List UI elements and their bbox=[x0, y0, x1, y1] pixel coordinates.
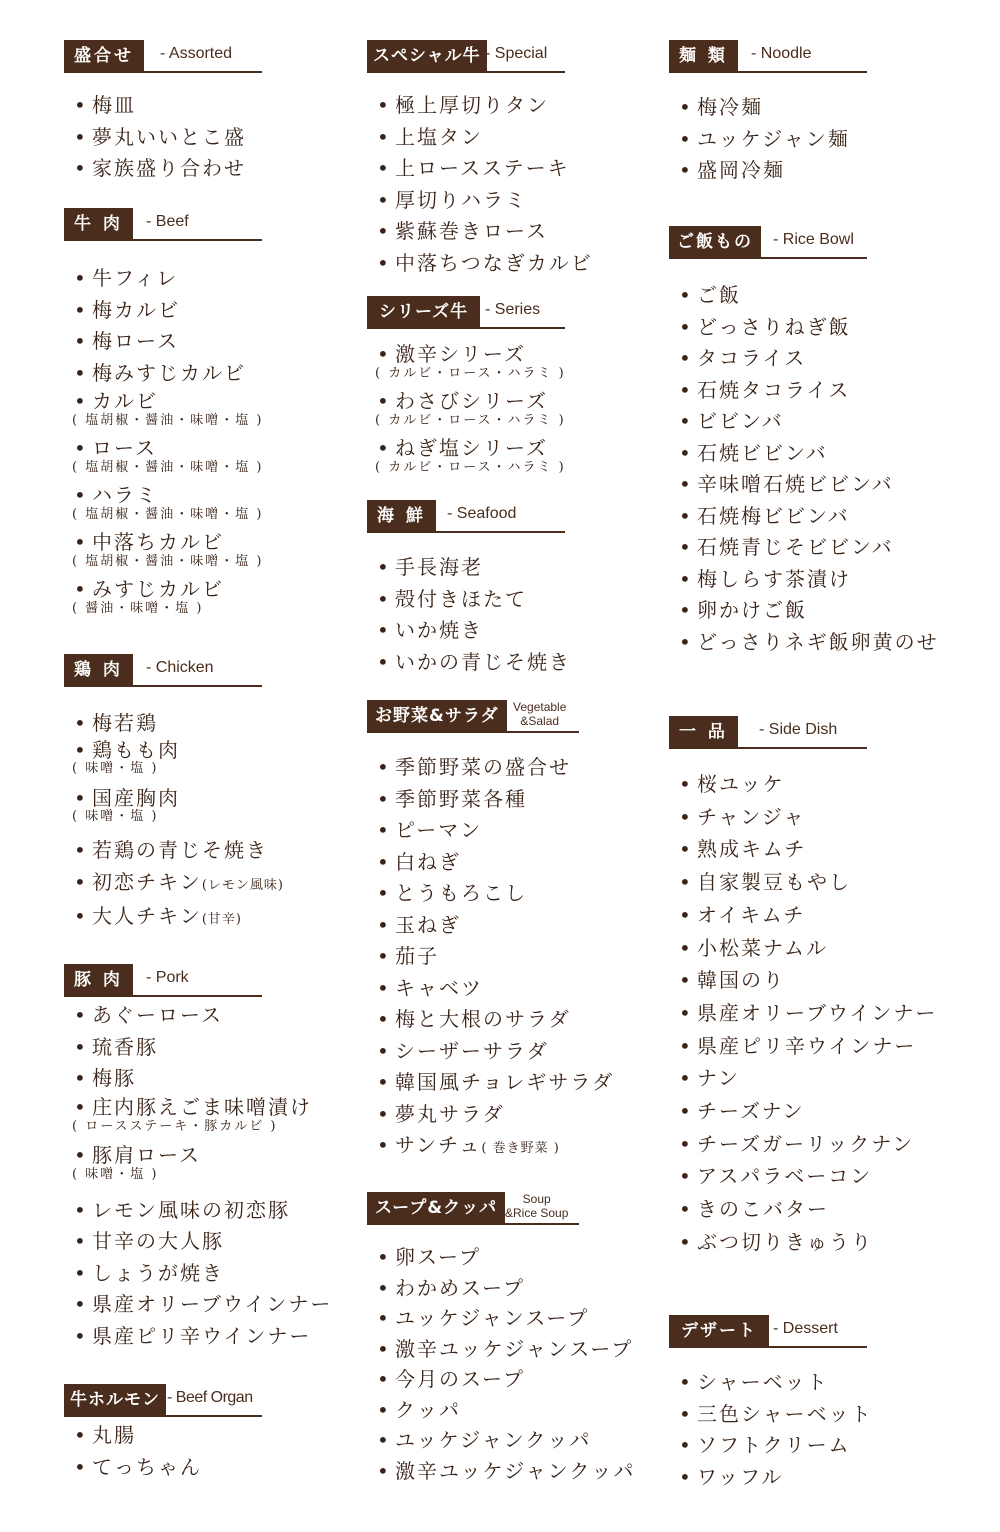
menu-item: • 県産ピリ辛ウインナー bbox=[669, 1030, 969, 1063]
section-title: シリーズ牛 bbox=[367, 296, 480, 328]
menu-item: • 激辛ユッケジャンクッパ bbox=[367, 1456, 667, 1487]
section-title: 海 鮮 bbox=[367, 500, 436, 532]
section-title-en: - Assorted bbox=[160, 45, 233, 62]
menu-item-name: 激辛シリーズ bbox=[395, 342, 526, 366]
menu-item: • オイキムチ bbox=[669, 899, 969, 932]
section-side-dish bbox=[669, 716, 969, 1259]
header-rule bbox=[669, 257, 867, 259]
menu-item-name: ロース bbox=[92, 436, 157, 460]
header-rule bbox=[367, 327, 565, 329]
menu-item: • 石焼梅ビビンバ bbox=[669, 501, 969, 533]
menu-item: • きのこバター bbox=[669, 1193, 969, 1226]
section-header bbox=[64, 40, 264, 74]
menu-item: • 梅ロース bbox=[64, 326, 364, 358]
section-title-en: - Side Dish bbox=[759, 721, 838, 738]
menu-item: • ピーマン bbox=[367, 815, 667, 847]
header-rule bbox=[367, 531, 565, 533]
menu-item: • 石焼タコライス bbox=[669, 375, 969, 407]
menu-item-name: 庄内豚えごま味噌漬け bbox=[92, 1094, 312, 1119]
menu-item-name: サンチュ bbox=[395, 1133, 482, 1157]
section-dessert bbox=[669, 1315, 969, 1493]
section-soup bbox=[367, 1192, 667, 1486]
menu-item-name: 大人チキン bbox=[92, 904, 202, 928]
menu-item: • 丸腸 bbox=[64, 1420, 364, 1452]
menu-item: • 季節野菜各種 bbox=[367, 784, 667, 816]
menu-item: • 県産オリーブウインナー bbox=[669, 997, 969, 1030]
menu-item: • 三色シャーベット bbox=[669, 1399, 969, 1431]
section-beef-organ bbox=[64, 1384, 364, 1483]
menu-item: • ユッケジャン麺 bbox=[669, 124, 969, 156]
section-title-en-line2: &Rice Soup bbox=[505, 1206, 569, 1220]
menu-item: • 県産オリーブウインナー bbox=[64, 1289, 364, 1321]
menu-item: • ソフトクリーム bbox=[669, 1430, 969, 1462]
section-title-en: - Noodle bbox=[751, 45, 812, 62]
menu-item bbox=[64, 1143, 364, 1195]
menu-item: • キャベツ bbox=[367, 973, 667, 1005]
menu-item bbox=[64, 739, 364, 787]
menu-item: • 季節野菜の盛合せ bbox=[367, 752, 667, 784]
header-rule bbox=[64, 685, 262, 687]
menu-item: • ナン bbox=[669, 1062, 969, 1095]
menu-item-note: ( 味噌・塩 ) bbox=[72, 761, 159, 776]
menu-item-note: ( ロースステーキ・豚カルビ ) bbox=[72, 1118, 278, 1134]
header-rule bbox=[669, 747, 867, 749]
menu-item-name: 豚肩ロース bbox=[92, 1142, 201, 1167]
section-title-en: - Series bbox=[485, 301, 541, 318]
menu-item: • どっさりネギ飯卵黄のせ bbox=[669, 627, 969, 659]
section-header bbox=[367, 700, 581, 734]
menu-item: • 梅冷麺 bbox=[669, 92, 969, 124]
menu-item: • 梅みすじカルビ bbox=[64, 358, 364, 390]
menu-item: • チャンジャ bbox=[669, 801, 969, 834]
section-seafood bbox=[367, 500, 667, 678]
menu-item: • 玉ねぎ bbox=[367, 910, 667, 942]
section-noodle bbox=[669, 40, 969, 187]
menu-item-note: (甘辛) bbox=[201, 912, 242, 927]
section-assorted bbox=[64, 40, 364, 185]
menu-item-name: みすじカルビ bbox=[92, 577, 224, 601]
header-rule bbox=[367, 71, 565, 73]
menu-item: • 桜ユッケ bbox=[669, 768, 969, 801]
section-header bbox=[669, 226, 869, 260]
menu-item: • 牛フィレ bbox=[64, 263, 364, 295]
section-header bbox=[367, 500, 567, 534]
section-header bbox=[64, 654, 264, 688]
menu-item bbox=[64, 1095, 364, 1143]
menu-item bbox=[64, 436, 364, 483]
header-rule bbox=[64, 239, 262, 241]
menu-item: • どっさりねぎ飯 bbox=[669, 312, 969, 344]
menu-item: • いか焼き bbox=[367, 615, 667, 647]
section-title-en: - Chicken bbox=[146, 659, 214, 676]
menu-item: • 家族盛り合わせ bbox=[64, 153, 364, 185]
menu-item: • 梅カルビ bbox=[64, 295, 364, 327]
section-beef bbox=[64, 208, 364, 624]
menu-item: • 梅若鶏 bbox=[64, 708, 364, 739]
menu-item: • ビビンバ bbox=[669, 406, 969, 438]
section-header bbox=[64, 208, 264, 242]
menu-item: • 小松菜ナムル bbox=[669, 932, 969, 965]
menu-item: • 極上厚切りタン bbox=[367, 90, 667, 122]
menu-item: • ぶつ切りきゅうり bbox=[669, 1226, 969, 1259]
menu-item-name: 国産胸肉 bbox=[92, 786, 180, 810]
section-title-en: - Rice Bowl bbox=[773, 231, 854, 248]
menu-item bbox=[367, 389, 667, 436]
menu-item: • 盛岡冷麺 bbox=[669, 155, 969, 187]
menu-item-name: わさびシリーズ bbox=[395, 389, 548, 413]
section-title: 鶏 肉 bbox=[64, 654, 133, 686]
menu-item: • 激辛ユッケジャンスープ bbox=[367, 1334, 667, 1365]
section-header bbox=[367, 1192, 581, 1226]
menu-item: • シャーベット bbox=[669, 1367, 969, 1399]
menu-item: • てっちゃん bbox=[64, 1452, 364, 1484]
section-title-en: - Beef Organ bbox=[167, 1389, 253, 1406]
section-title-en-line1: Vegetable bbox=[513, 700, 567, 714]
menu-item: • 紫蘇巻きロース bbox=[367, 216, 667, 248]
menu-item: • 茄子 bbox=[367, 941, 667, 973]
section-title-en bbox=[513, 700, 566, 728]
menu-item: • 卵スープ bbox=[367, 1242, 667, 1273]
menu-item-note: ( 塩胡椒・醤油・味噌・塩 ) bbox=[72, 554, 264, 569]
section-title: 豚 肉 bbox=[64, 964, 133, 996]
section-header bbox=[669, 716, 869, 750]
menu-item: • 中落ちつなぎカルビ bbox=[367, 248, 667, 280]
menu-item: • 甘辛の大人豚 bbox=[64, 1226, 364, 1258]
header-rule bbox=[64, 995, 262, 997]
menu-item: • 石焼ビビンバ bbox=[669, 438, 969, 470]
section-title: 麺 類 bbox=[669, 40, 738, 72]
menu-item: • シーザーサラダ bbox=[367, 1036, 667, 1068]
menu-item: • 梅皿 bbox=[64, 90, 364, 122]
menu-item: • 卵かけご飯 bbox=[669, 595, 969, 627]
menu-item bbox=[64, 787, 364, 835]
menu-item: • 県産ピリ辛ウインナー bbox=[64, 1321, 364, 1353]
header-rule bbox=[669, 71, 867, 73]
section-header bbox=[64, 964, 264, 998]
menu-item: • ユッケジャンクッパ bbox=[367, 1425, 667, 1456]
menu-item bbox=[64, 389, 364, 436]
menu-item: • 辛味噌石焼ビビンバ bbox=[669, 469, 969, 501]
section-title: スペシャル牛 bbox=[367, 40, 487, 72]
menu-item: • タコライス bbox=[669, 343, 969, 375]
section-title-en: - Special bbox=[485, 45, 548, 62]
menu-item-note: ( カルビ・ロース・ハラミ ) bbox=[375, 460, 566, 475]
section-header bbox=[669, 1315, 869, 1349]
menu-item: • 厚切りハラミ bbox=[367, 185, 667, 217]
section-title: ご飯もの bbox=[669, 226, 761, 258]
menu-item-note: ( 巻き野菜 ) bbox=[481, 1141, 560, 1156]
menu-item: • 梅と大根のサラダ bbox=[367, 1004, 667, 1036]
header-rule bbox=[367, 1223, 579, 1225]
menu-item bbox=[64, 483, 364, 530]
menu-item-note: ( 味噌・塩 ) bbox=[72, 809, 159, 824]
menu-item: • アスパラベーコン bbox=[669, 1160, 969, 1193]
section-title: スープ&クッパ bbox=[367, 1192, 505, 1224]
menu-item: • 自家製豆もやし bbox=[669, 866, 969, 899]
section-title: 盛合せ bbox=[64, 40, 144, 72]
menu-item: • 石焼青じそビビンバ bbox=[669, 532, 969, 564]
section-title-en bbox=[505, 1192, 568, 1220]
menu-item: • 白ねぎ bbox=[367, 847, 667, 879]
section-title: お野菜&サラダ bbox=[367, 700, 507, 732]
section-special bbox=[367, 40, 667, 279]
section-pork bbox=[64, 964, 364, 1352]
menu-item: • 韓国風チョレギサラダ bbox=[367, 1067, 667, 1099]
menu-item: • 上ロースステーキ bbox=[367, 153, 667, 185]
menu-item bbox=[64, 577, 364, 624]
section-title-en: - Dessert bbox=[773, 1320, 838, 1337]
menu-item-name: カルビ bbox=[92, 389, 158, 413]
menu-item: • ワッフル bbox=[669, 1462, 969, 1494]
menu-item: • わかめスープ bbox=[367, 1273, 667, 1304]
menu-item: • 琉香豚 bbox=[64, 1032, 364, 1064]
menu-item: • 梅しらす茶漬け bbox=[669, 564, 969, 596]
section-title: 牛ホルモン bbox=[64, 1384, 166, 1416]
section-header bbox=[669, 40, 869, 74]
header-rule bbox=[367, 731, 579, 733]
menu-item: • チーズガーリックナン bbox=[669, 1128, 969, 1161]
menu-item-name: 中落ちカルビ bbox=[92, 530, 224, 554]
menu-item-note: ( 塩胡椒・醤油・味噌・塩 ) bbox=[72, 413, 264, 428]
menu-item: • 熟成キムチ bbox=[669, 833, 969, 866]
menu-item-note: ( 味噌・塩 ) bbox=[72, 1166, 159, 1182]
menu-item: • クッパ bbox=[367, 1395, 667, 1426]
menu-item: • 梅豚 bbox=[64, 1063, 364, 1095]
menu-item: • 若鶏の青じそ焼き bbox=[64, 835, 364, 867]
menu-item-note: ( 醤油・味噌・塩 ) bbox=[72, 601, 204, 616]
menu-item-note: ( カルビ・ロース・ハラミ ) bbox=[375, 366, 566, 381]
menu-item: • 上塩タン bbox=[367, 122, 667, 154]
section-title-en-line2: &Salad bbox=[520, 714, 560, 728]
section-title-en: - Pork bbox=[146, 969, 189, 986]
section-header bbox=[64, 1384, 264, 1418]
menu-item: • レモン風味の初恋豚 bbox=[64, 1195, 364, 1227]
menu-item: • チーズナン bbox=[669, 1095, 969, 1128]
menu-item: • 殻付きほたて bbox=[367, 584, 667, 616]
menu-item: • あぐーロース bbox=[64, 1000, 364, 1032]
section-header bbox=[367, 296, 567, 330]
menu-item-note: ( 塩胡椒・醤油・味噌・塩 ) bbox=[72, 507, 264, 522]
menu-item: • 夢丸いいとこ盛 bbox=[64, 122, 364, 154]
section-title-en: - Beef bbox=[146, 213, 189, 230]
menu-item: • ユッケジャンスープ bbox=[367, 1303, 667, 1334]
header-rule bbox=[669, 1346, 867, 1348]
menu-item: • 手長海老 bbox=[367, 552, 667, 584]
section-title-en: - Seafood bbox=[447, 505, 517, 522]
section-title: 牛 肉 bbox=[64, 208, 133, 240]
menu-item bbox=[367, 342, 667, 389]
menu-item-name: 鶏もも肉 bbox=[92, 738, 180, 762]
menu-item: • 韓国のり bbox=[669, 964, 969, 997]
menu-item: • 今月のスープ bbox=[367, 1364, 667, 1395]
menu-item-name: ハラミ bbox=[92, 483, 158, 507]
menu-item bbox=[64, 867, 364, 902]
section-title: 一 品 bbox=[669, 716, 738, 748]
menu-item-name: ねぎ塩シリーズ bbox=[395, 436, 548, 460]
section-chicken bbox=[64, 654, 364, 936]
section-title: デザート bbox=[669, 1315, 769, 1347]
header-rule bbox=[64, 71, 262, 73]
menu-item: • いかの青じそ焼き bbox=[367, 647, 667, 679]
menu-item bbox=[367, 436, 667, 483]
menu-item: • とうもろこし bbox=[367, 878, 667, 910]
section-vegetable-salad bbox=[367, 700, 667, 1165]
section-title-en-line1: Soup bbox=[522, 1192, 551, 1206]
menu-item-note: (レモン風味) bbox=[201, 877, 284, 893]
section-series bbox=[367, 296, 667, 483]
menu-item bbox=[64, 901, 364, 936]
header-rule bbox=[64, 1415, 262, 1417]
menu-item bbox=[64, 530, 364, 577]
menu-item: • しょうが焼き bbox=[64, 1258, 364, 1290]
menu-item-name: 初恋チキン bbox=[92, 869, 202, 894]
menu-item: • 夢丸サラダ bbox=[367, 1099, 667, 1131]
menu-item-note: ( 塩胡椒・醤油・味噌・塩 ) bbox=[72, 460, 264, 475]
section-header bbox=[367, 40, 567, 74]
menu-item bbox=[367, 1130, 667, 1165]
menu-item: • ご飯 bbox=[669, 280, 969, 312]
menu-item-note: ( カルビ・ロース・ハラミ ) bbox=[375, 413, 566, 428]
section-rice-bowl bbox=[669, 226, 969, 658]
